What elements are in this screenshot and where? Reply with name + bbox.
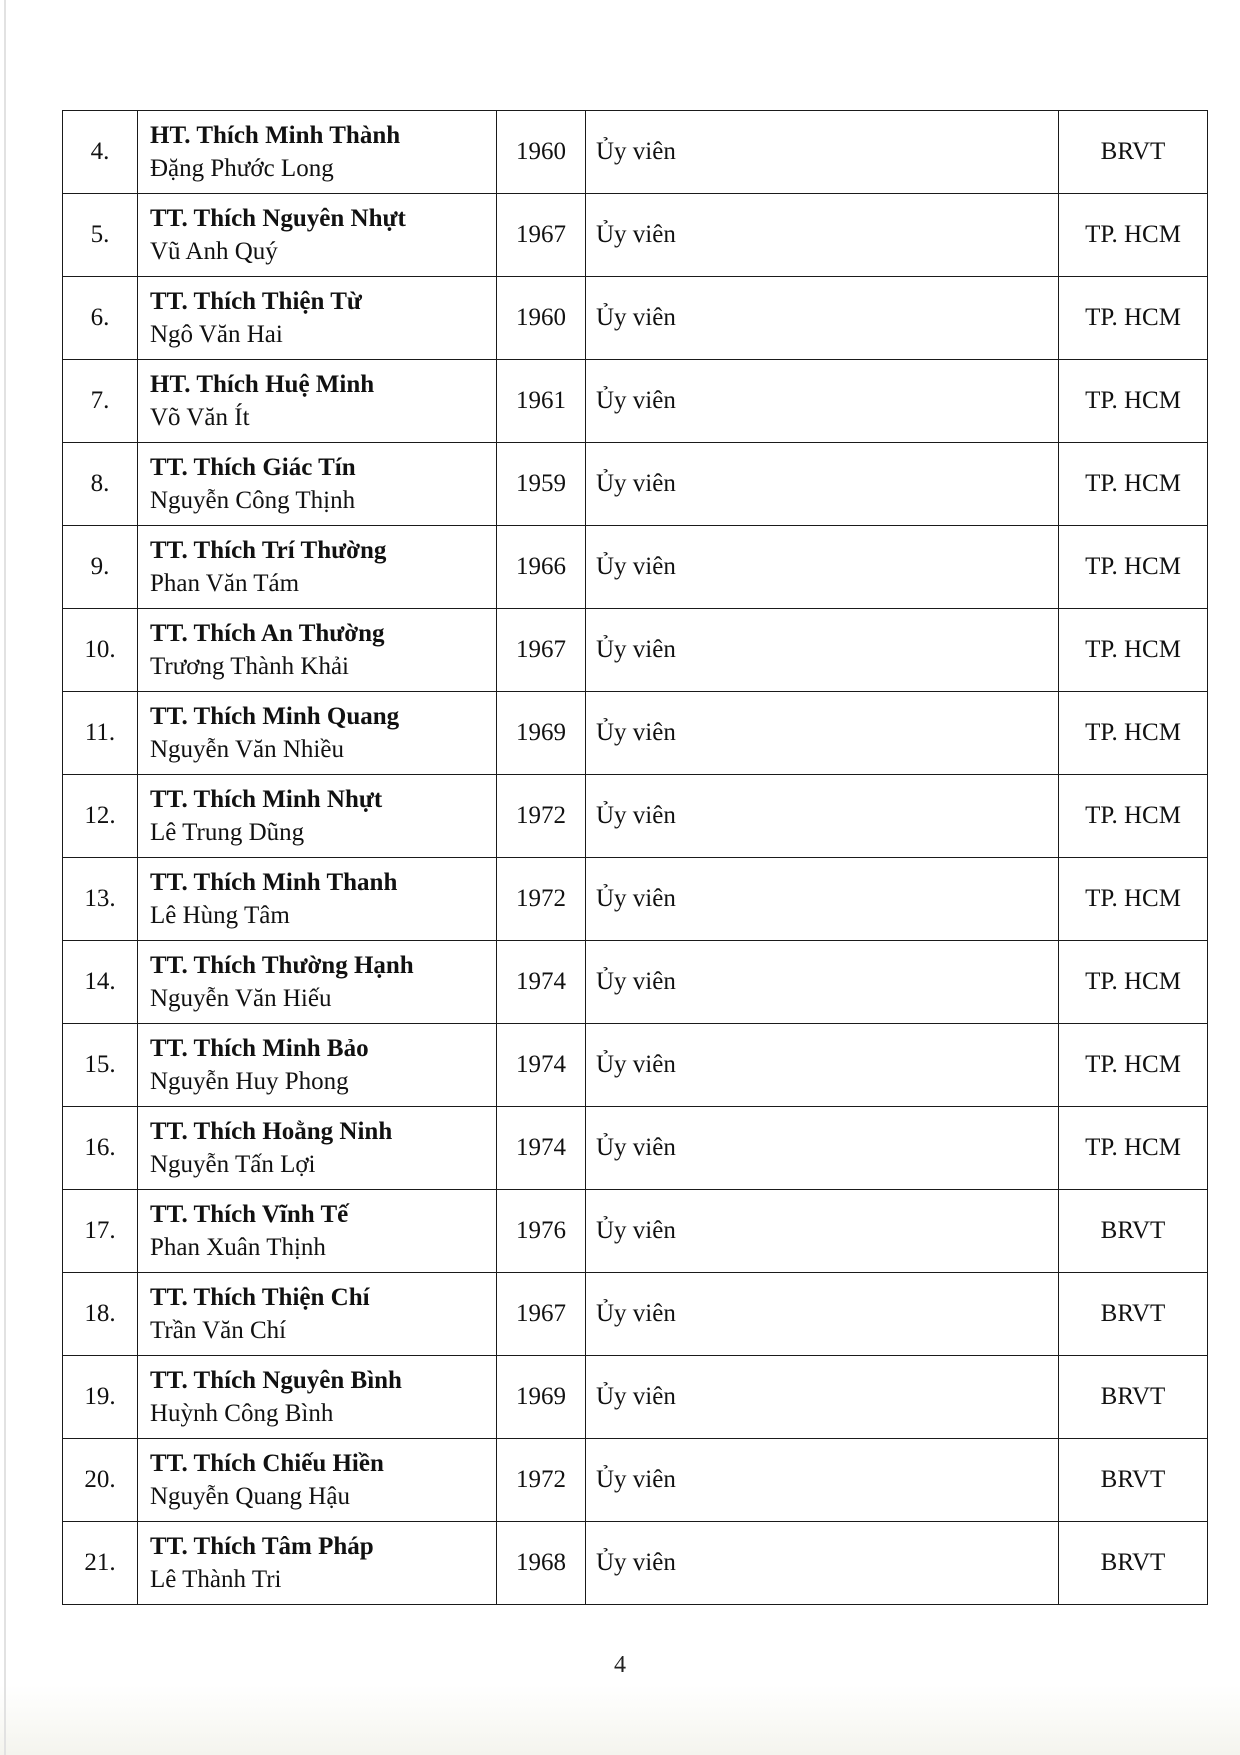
birth-year: 1960 [497,111,586,194]
lay-name: Trương Thành Khải [150,653,349,680]
dharma-name: TT. Thích Thiện Từ [150,288,362,315]
place: TP. HCM [1059,443,1208,526]
lay-name: Phan Xuân Thịnh [150,1234,326,1261]
row-number: 13. [63,858,138,941]
birth-year: 1967 [497,194,586,277]
birth-year: 1974 [497,1024,586,1107]
table-row [63,858,1208,941]
row-number: 18. [63,1273,138,1356]
row-number: 4. [63,111,138,194]
table-row [63,1522,1208,1605]
name-cell [138,1024,497,1107]
name-cell [138,941,497,1024]
lay-name: Ngô Văn Hai [150,321,283,348]
lay-name: Phan Văn Tám [150,570,300,597]
birth-year: 1972 [497,775,586,858]
role: Ủy viên [586,277,1059,360]
lay-name: Võ Văn Ít [150,404,250,431]
row-number: 15. [63,1024,138,1107]
birth-year: 1969 [497,1356,586,1439]
row-number: 12. [63,775,138,858]
birth-year: 1969 [497,692,586,775]
place: TP. HCM [1059,194,1208,277]
role: Ủy viên [586,775,1059,858]
place: TP. HCM [1059,775,1208,858]
lay-name: Nguyễn Tấn Lợi [150,1151,316,1178]
place: TP. HCM [1059,692,1208,775]
name-cell [138,1439,497,1522]
page-number: 4 [614,1652,626,1678]
lay-name: Đặng Phước Long [150,155,334,182]
name-cell [138,1107,497,1190]
lay-name: Nguyễn Văn Hiếu [150,985,332,1012]
role: Ủy viên [586,1024,1059,1107]
dharma-name: TT. Thích Giác Tín [150,454,356,481]
table-row [63,609,1208,692]
role: Ủy viên [586,526,1059,609]
row-number: 20. [63,1439,138,1522]
role: Ủy viên [586,111,1059,194]
birth-year: 1967 [497,609,586,692]
role: Ủy viên [586,1190,1059,1273]
dharma-name: TT. Thích Minh Nhựt [150,786,383,813]
role: Ủy viên [586,609,1059,692]
role: Ủy viên [586,194,1059,277]
row-number: 6. [63,277,138,360]
table-row [63,1190,1208,1273]
member-table [62,110,1208,1605]
place: BRVT [1059,1356,1208,1439]
table-row [63,1024,1208,1107]
place: TP. HCM [1059,858,1208,941]
table-row [63,1273,1208,1356]
place: BRVT [1059,1273,1208,1356]
row-number: 17. [63,1190,138,1273]
name-cell [138,1190,497,1273]
name-cell [138,858,497,941]
table-row [63,1356,1208,1439]
table-row [63,277,1208,360]
place: TP. HCM [1059,1107,1208,1190]
place: TP. HCM [1059,526,1208,609]
dharma-name: TT. Thích Minh Quang [150,703,400,730]
name-cell [138,194,497,277]
name-cell [138,443,497,526]
place: TP. HCM [1059,1024,1208,1107]
table-row [63,1107,1208,1190]
row-number: 14. [63,941,138,1024]
row-number: 11. [63,692,138,775]
role: Ủy viên [586,1439,1059,1522]
table-row [63,941,1208,1024]
place: TP. HCM [1059,941,1208,1024]
role: Ủy viên [586,360,1059,443]
role: Ủy viên [586,1356,1059,1439]
lay-name: Trần Văn Chí [150,1317,287,1344]
table-row [63,1439,1208,1522]
dharma-name: TT. Thích Thiện Chí [150,1284,370,1311]
dharma-name: TT. Thích An Thường [150,620,385,647]
lay-name: Huỳnh Công Bình [150,1400,334,1427]
birth-year: 1974 [497,1107,586,1190]
dharma-name: TT. Thích Hoằng Ninh [150,1118,393,1145]
birth-year: 1974 [497,941,586,1024]
dharma-name: TT. Thích Nguyên Bình [150,1367,402,1394]
lay-name: Nguyễn Văn Nhiều [150,736,344,763]
place: TP. HCM [1059,277,1208,360]
role: Ủy viên [586,1107,1059,1190]
dharma-name: TT. Thích Minh Bảo [150,1035,369,1062]
birth-year: 1968 [497,1522,586,1605]
name-cell [138,775,497,858]
place: BRVT [1059,1190,1208,1273]
name-cell [138,526,497,609]
birth-year: 1972 [497,858,586,941]
row-number: 21. [63,1522,138,1605]
birth-year: 1967 [497,1273,586,1356]
table-row [63,526,1208,609]
row-number: 7. [63,360,138,443]
lay-name: Vũ Anh Quý [150,238,278,265]
dharma-name: TT. Thích Vĩnh Tế [150,1201,349,1228]
lay-name: Nguyễn Huy Phong [150,1068,349,1095]
role: Ủy viên [586,1522,1059,1605]
table-row [63,443,1208,526]
table-row [63,692,1208,775]
birth-year: 1972 [497,1439,586,1522]
row-number: 10. [63,609,138,692]
name-cell [138,111,497,194]
birth-year: 1959 [497,443,586,526]
name-cell [138,360,497,443]
dharma-name: TT. Thích Tâm Pháp [150,1533,374,1560]
row-number: 19. [63,1356,138,1439]
table-row [63,360,1208,443]
lay-name: Lê Trung Dũng [150,819,305,846]
scan-edge [4,0,6,1755]
row-number: 8. [63,443,138,526]
name-cell [138,1356,497,1439]
dharma-name: TT. Thích Chiếu Hiền [150,1450,384,1477]
table-row [63,194,1208,277]
name-cell [138,692,497,775]
lay-name: Lê Thành Tri [150,1566,282,1593]
birth-year: 1961 [497,360,586,443]
dharma-name: HT. Thích Huệ Minh [150,371,375,398]
name-cell [138,277,497,360]
row-number: 9. [63,526,138,609]
lay-name: Nguyễn Công Thịnh [150,487,356,514]
lay-name: Lê Hùng Tâm [150,902,290,929]
table-row [63,775,1208,858]
dharma-name: TT. Thích Trí Thường [150,537,387,564]
table-row [63,111,1208,194]
place: BRVT [1059,111,1208,194]
birth-year: 1960 [497,277,586,360]
place: TP. HCM [1059,609,1208,692]
role: Ủy viên [586,443,1059,526]
role: Ủy viên [586,941,1059,1024]
role: Ủy viên [586,1273,1059,1356]
place: BRVT [1059,1439,1208,1522]
dharma-name: TT. Thích Minh Thanh [150,869,398,896]
dharma-name: HT. Thích Minh Thành [150,122,401,149]
name-cell [138,609,497,692]
row-number: 5. [63,194,138,277]
role: Ủy viên [586,858,1059,941]
name-cell [138,1522,497,1605]
place: BRVT [1059,1522,1208,1605]
role: Ủy viên [586,692,1059,775]
dharma-name: TT. Thích Nguyên Nhựt [150,205,406,232]
birth-year: 1976 [497,1190,586,1273]
member-table-body [63,111,1208,1605]
place: TP. HCM [1059,360,1208,443]
birth-year: 1966 [497,526,586,609]
name-cell [138,1273,497,1356]
dharma-name: TT. Thích Thường Hạnh [150,952,414,979]
lay-name: Nguyễn Quang Hậu [150,1483,350,1510]
row-number: 16. [63,1107,138,1190]
